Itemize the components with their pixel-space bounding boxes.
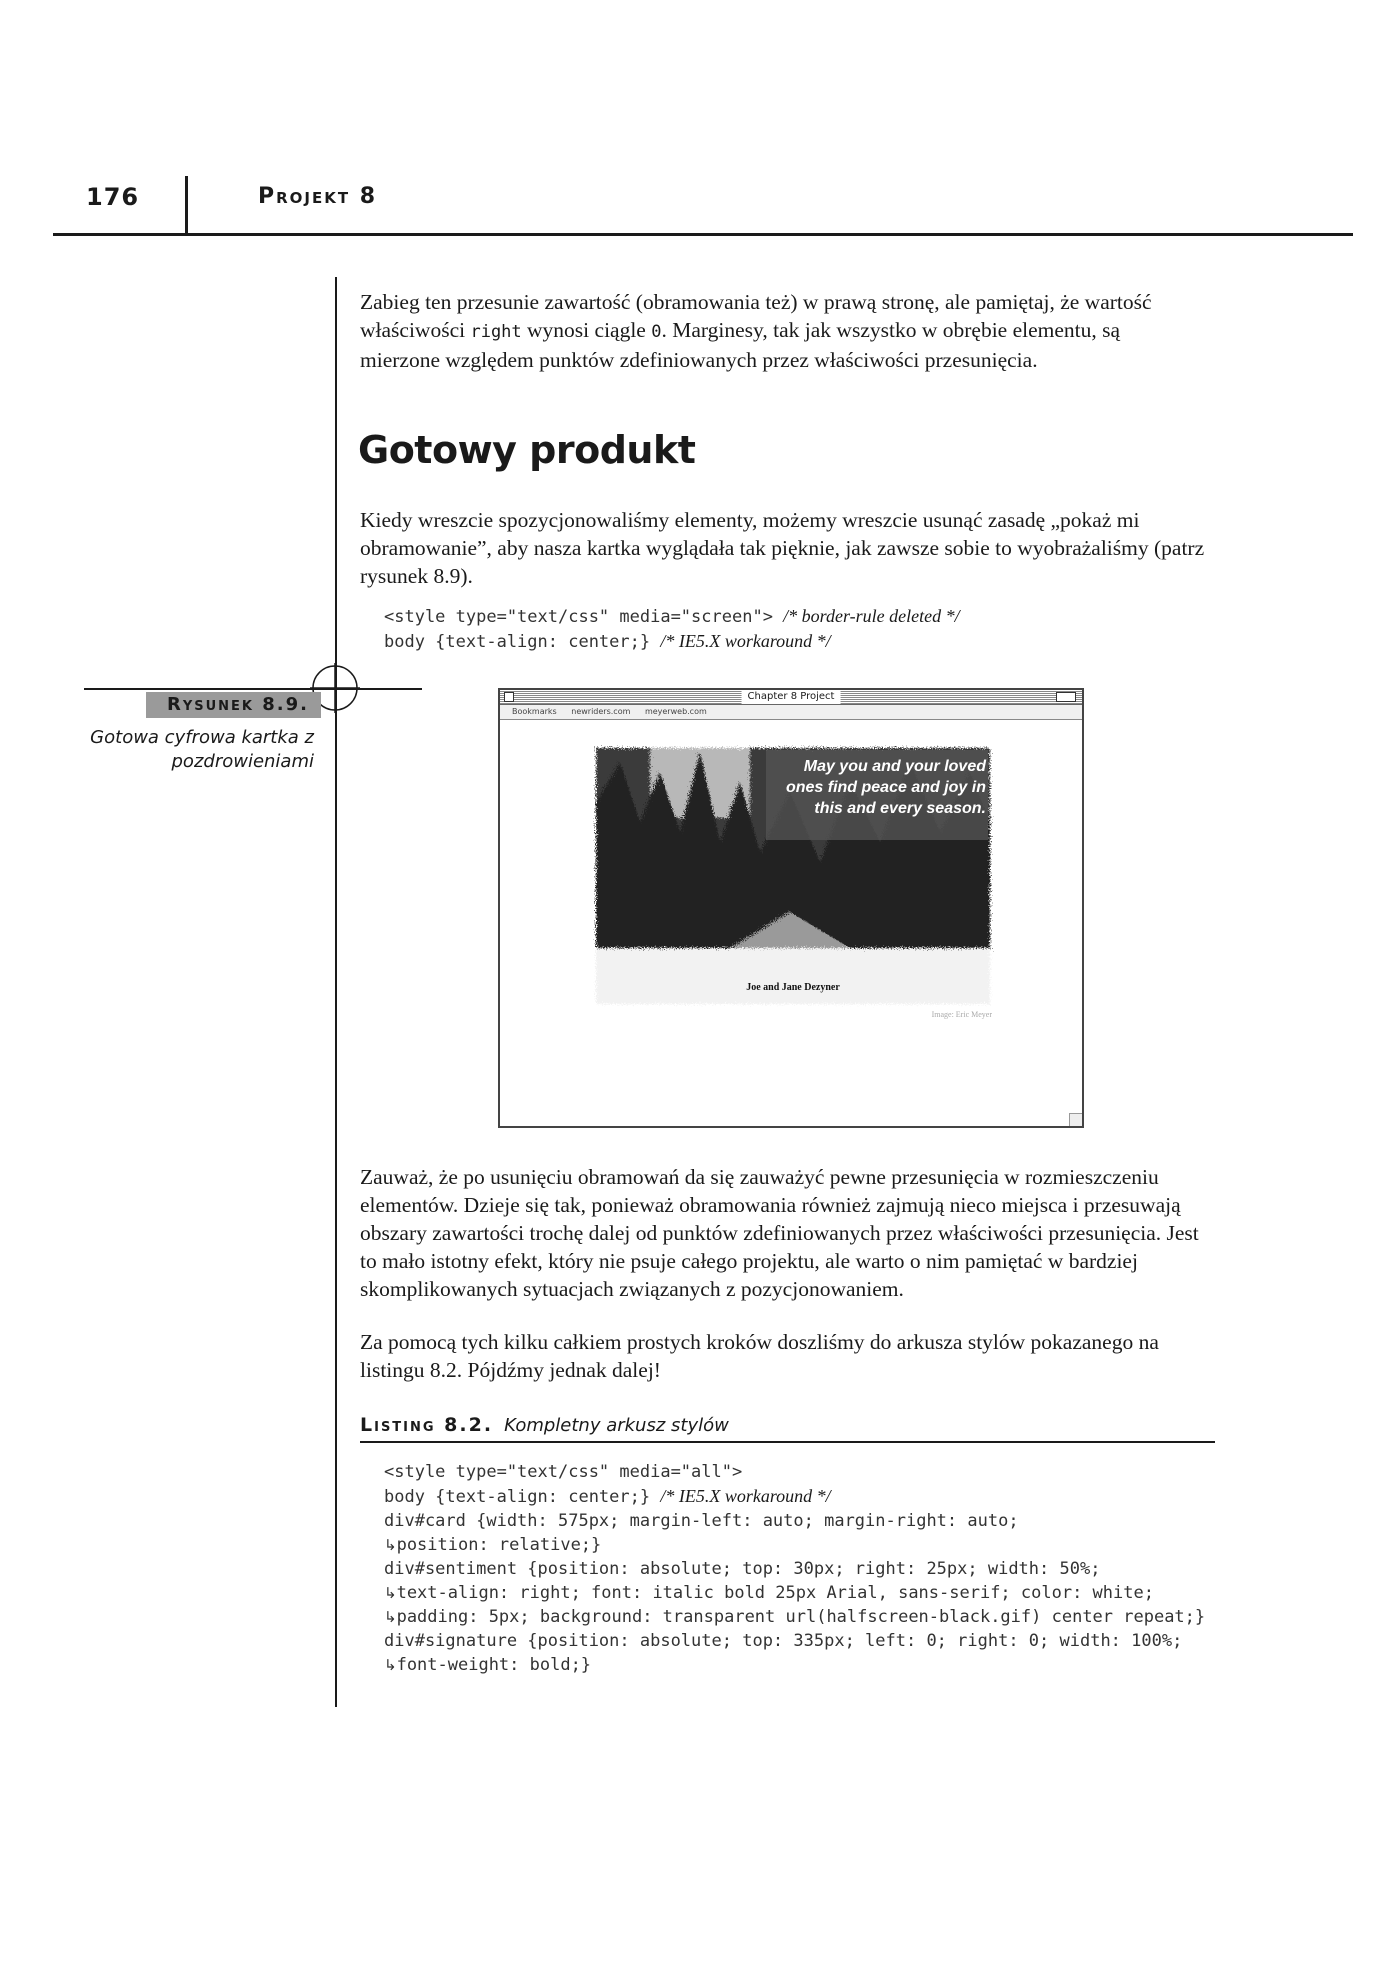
code-snippet-1: [384, 604, 960, 654]
inline-code-zero: 0: [651, 322, 662, 342]
window-close-box: [504, 692, 514, 702]
paragraph-2: Kiedy wreszcie spozycjonowaliśmy elementy, możemy wreszcie usunąć zasadę „pokaż mi obramowanie”, aby nasza kartka wyglądała tak pięknie, jak zawsze sobie to wyobrażaliśmy (patrz rysunek 8.9).: [360, 508, 1205, 588]
continuation-arrow-icon: ↳: [384, 1584, 397, 1602]
paragraph-1-line-2-a: właściwości: [360, 318, 466, 342]
code-1-line-1: <style type="text/css" media="screen">: [384, 607, 784, 627]
figure-label-text: Rysunek 8.9.: [166, 694, 309, 715]
header-divider: [185, 176, 188, 234]
paragraph-1: [360, 288, 1220, 374]
paragraph-1-line-1: Zabieg ten przesunie zawartość (obramowania też) w prawą stronę, ale pamiętaj, że wartość: [360, 290, 1152, 314]
browser-title: Chapter 8 Project: [742, 690, 841, 704]
browser-titlebar: [500, 690, 1082, 705]
listing-rule: [360, 1441, 1215, 1443]
column-rule: [335, 277, 337, 1707]
card-signature: Joe and Jane Dezyner: [746, 982, 840, 993]
listing-label: Listing 8.2.: [360, 1414, 494, 1436]
page-number: 176: [86, 183, 140, 211]
listing-line-5: div#sentiment {position: absolute; top: 30px; right: 25px; width: 50%;: [384, 1559, 1101, 1579]
paragraph-3: Zauważ, że po usunięciu obramowań da się zauważyć pewne przesunięcia w rozmieszczeniu elementów. Dzieje się tak, ponieważ obramowania również zajmują nieco miejsca i przesuwają obszary zawartości trochę dalej od punktów zdefiniowanych przez właściwości przesunięcia. Jest to mało istotny efekt, który nie psuje całego projektu, ale warto o nim pamiętać w bardziej skomplikowanych sytuacjach związanych z pozycjonowaniem.: [360, 1165, 1199, 1301]
listing-caption: Kompletny arkusz stylów: [504, 1415, 729, 1436]
paragraph-1-line-2-b: wynosi ciągle: [527, 318, 646, 342]
toolbar-item-bookmarks: Bookmarks: [512, 707, 557, 716]
toolbar-item-site-2: meyerweb.com: [644, 707, 707, 716]
photo-credit: Image: Eric Meyer: [931, 1010, 992, 1019]
inline-code-right: right: [470, 322, 522, 342]
paragraph-1-line-2-c: . Marginesy, tak jak wszystko w obrębie elementu, są: [661, 318, 1121, 342]
listing-line-8: div#signature {position: absolute; top: 335px; left: 0; right: 0; width: 100%;: [384, 1631, 1183, 1651]
toolbar-item-site-1: newriders.com: [571, 707, 631, 716]
window-zoom-box: [1056, 692, 1076, 702]
figure-rule: [84, 688, 422, 690]
paragraph-1-line-3: mierzone względem punktów zdefiniowanych przez właściwości przesunięcia.: [360, 348, 1038, 372]
listing-line-9: font-weight: bold;}: [396, 1655, 592, 1675]
greeting-card: [590, 742, 996, 1032]
figure-label: [146, 692, 321, 718]
section-heading: Gotowy produkt: [358, 428, 696, 472]
browser-screenshot: [498, 688, 1084, 1128]
continuation-arrow-icon: ↳: [384, 1608, 397, 1626]
code-1-line-2: body {text-align: center;}: [384, 632, 661, 652]
continuation-arrow-icon: ↳: [384, 1536, 397, 1554]
listing-line-4: position: relative;}: [396, 1535, 602, 1555]
listing-line-1: <style type="text/css" media="all">: [384, 1462, 743, 1482]
resize-corner: [1069, 1113, 1082, 1126]
listing-code: [384, 1460, 1205, 1677]
continuation-arrow-icon: ↳: [384, 1656, 397, 1674]
listing-line-7: padding: 5px; background: transparent url(halfscreen-black.gif) center repeat;}: [396, 1607, 1206, 1627]
listing-line-6: text-align: right; font: italic bold 25px Arial, sans-serif; color: white;: [396, 1583, 1154, 1603]
header-rule: [53, 233, 1353, 236]
code-1-comment-1: /* border-rule deleted */: [783, 606, 960, 626]
code-1-comment-2: /* IE5.X workaround */: [660, 631, 831, 651]
listing-comment: /* IE5.X workaround */: [660, 1486, 831, 1506]
running-head: Projekt 8: [258, 184, 378, 209]
listing-title: [360, 1414, 729, 1436]
browser-toolbar: [500, 705, 1082, 720]
figure-caption: Gotowa cyfrowa kartka z pozdrowieniami: [90, 727, 314, 772]
listing-line-3: div#card {width: 575px; margin-left: auto; margin-right: auto;: [384, 1511, 1019, 1531]
card-sentiment: May you and your loved ones find peace and joy in this and every season.: [785, 758, 986, 817]
listing-line-2: body {text-align: center;}: [384, 1487, 661, 1507]
paragraph-4: Za pomocą tych kilku całkiem prostych kroków doszliśmy do arkusza stylów pokazanego na listingu 8.2. Pójdźmy jednak dalej!: [360, 1330, 1159, 1382]
